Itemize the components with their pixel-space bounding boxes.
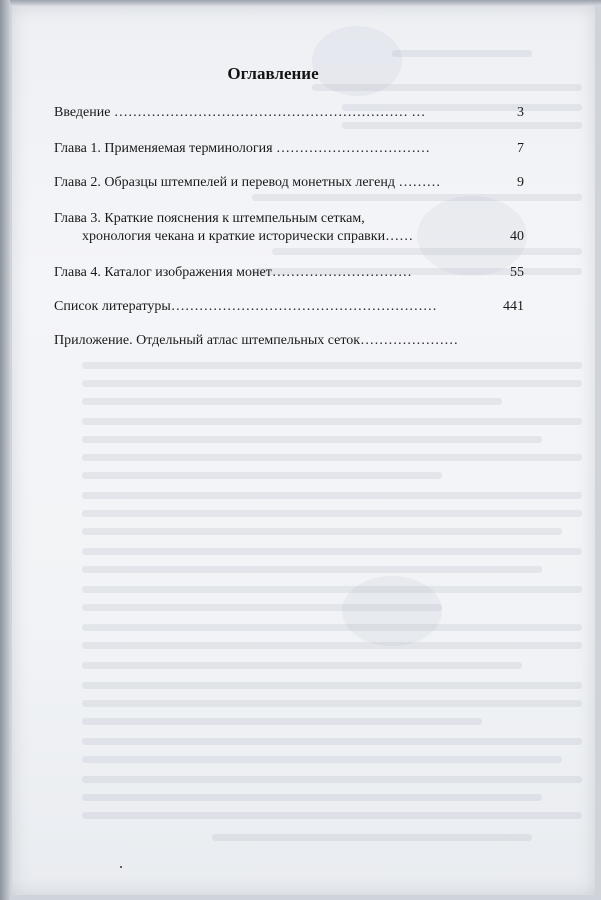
toc-entry-label: Глава 3. Краткие пояснения к штемпельным сеткам, (54, 211, 365, 226)
toc-entry-label: Список литературы………………………………………………… (54, 299, 437, 314)
scan-speck (120, 866, 122, 868)
toc-entry-label: Глава 2. Образцы штемпелей и перевод монетных легенд ……… (54, 175, 441, 190)
toc-entry-label: Глава 4. Каталог изображения монет………………………… (54, 265, 412, 280)
toc-entry-label: Приложение. Отдельный атлас штемпельных сеток………………… (54, 333, 459, 348)
toc-entry-page: 3 (517, 105, 524, 120)
document-page (12, 6, 595, 895)
toc-entry-page: 441 (503, 299, 524, 314)
toc-entry-page: 9 (517, 175, 524, 190)
toc-entry-page: 55 (510, 265, 524, 280)
toc-entry-page: 40 (510, 229, 524, 244)
scan-edge-left (0, 0, 10, 900)
toc-title: Оглавление (227, 64, 319, 83)
toc-entry-label: Введение ……………………………………………………… … (54, 105, 426, 120)
toc-entry-label: Глава 1. Применяемая терминология …………………………… (54, 141, 431, 156)
toc-entry-label-continued: хронология чекана и краткие исторически справки…… (82, 229, 414, 244)
toc-entry-page: 7 (517, 141, 524, 156)
